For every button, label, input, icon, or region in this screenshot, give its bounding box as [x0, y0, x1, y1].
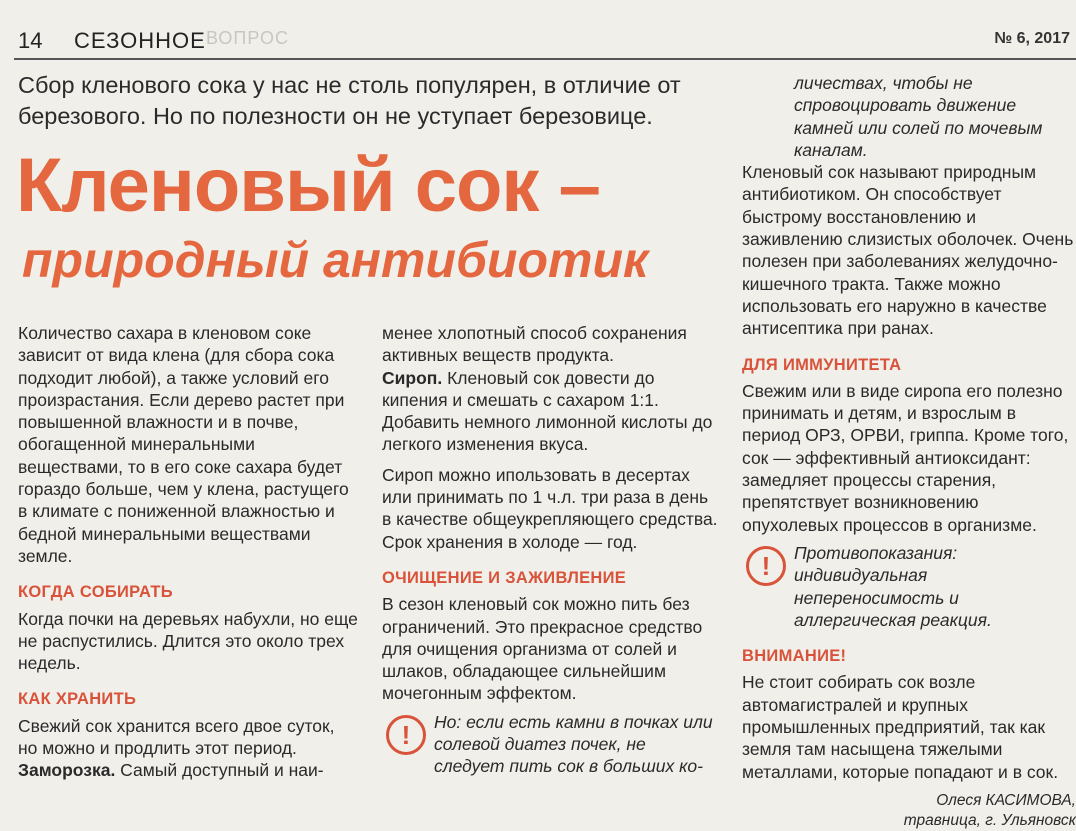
article-column-3 [742, 72, 1076, 831]
headline-line-1: Кленовый сок – [16, 143, 600, 228]
heading-cleansing: ОЧИЩЕНИЕ И ЗАЖИВЛЕНИЕ [382, 568, 627, 587]
heading-how-to-store: КАК ХРАНИТЬ [18, 690, 137, 709]
intro-paragraph: Количество сахара в кленовом соке зависит от вида клена (для сбора сока подходит любой), а также условий его произрастания. Если дерево растет при повышенной влажности и в почве, обогащенной минеральными веществами, то в его соке сахара будет гораздо больше, чем у клена, растущего в климате с пониженной влажностью и бедной минеральными веществами земле. [18, 323, 349, 566]
page-header [0, 0, 1076, 60]
section-ghost-text: ВОПРОС [206, 28, 289, 48]
author-signature [742, 791, 1076, 831]
lead-paragraph: Сбор кленового сока у нас не столь популярен, в отличие от березового. Но по полезности он не уступает березовице. [18, 72, 681, 129]
syrup-paragraph [382, 367, 718, 456]
kidney-warning [382, 711, 718, 778]
heading-attention: ВНИМАНИЕ! [742, 647, 847, 666]
author-role: травница, г. Ульяновск [903, 811, 1076, 829]
contraindications-text: Противопоказания: индивидуальная непереносимость и аллергическая реакция. [794, 542, 992, 630]
syrup-label: Сироп. [382, 367, 443, 388]
storage-continued: менее хлопотный способ сохранения активных веществ продукта. [382, 323, 687, 366]
issue-number: № 6, 2017 [994, 30, 1070, 47]
kidney-warning-text: Но: если есть камни в почках или солевой диатез почек, не следует пить сок в больших ко- [434, 711, 713, 777]
contraindications-warning [742, 542, 1076, 631]
freeze-paragraph [18, 759, 358, 781]
syrup-text: Кленовый сок довести до кипения и смешать с сахаром 1:1. Добавить немного лимонной кислоты до легкого изменения вкуса. [382, 367, 713, 455]
article-column-1 [18, 322, 358, 782]
section-title: СЕЗОННОЕ [74, 28, 206, 53]
freeze-label: Заморозка. [18, 760, 116, 781]
heading-when-to-collect: КОГДА СОБИРАТЬ [18, 583, 173, 602]
author-name: Олеся КАСИМОВА, [936, 791, 1076, 809]
article-column-2 [382, 322, 718, 778]
header-rule [14, 58, 1076, 60]
attention-paragraph: Не стоит собирать сок возле автомагистралей и крупных промышленных предприятий, так как земля там насыщена тяжелыми металлами, которые попадают и в сок. [742, 672, 1059, 782]
heading-immunity: ДЛЯ ИММУНИТЕТА [742, 355, 902, 374]
exclamation-circle-icon: ! [746, 546, 786, 586]
cleanse-paragraph: В сезон кленовый сок можно пить без ограничений. Это прекрасное средство для очищения организма от солей и шлаков, обладающее сильнейшим мочегонным эффектом. [382, 594, 703, 704]
kidney-warning-continued: личествах, чтобы не спровоцировать движение камней или солей по мочевым каналам. [794, 73, 1043, 160]
exclamation-circle-icon: ! [386, 715, 426, 755]
antibiotic-paragraph: Кленовый сок называют природным антибиотиком. Он способствует быстрому восстановлению и заживлению слизистых оболочек. Очень полезен при заболеваниях желудочно-кишечного тракта. Также можно использовать его наружно в качестве антисептика при ранах. [742, 162, 1074, 339]
freeze-text: Самый доступный и наи- [115, 760, 324, 781]
headline-line-2: природный антибиотик [22, 232, 649, 288]
store-paragraph: Свежий сок хранится всего двое суток, но можно и продлить этот период. [18, 715, 335, 759]
collect-paragraph: Когда почки на деревьях набухли, но еще не распустились. Длится это около трех недель. [18, 608, 358, 674]
page-number: 14 [18, 28, 43, 53]
syrup-use-paragraph: Сироп можно ипользовать в десертах или принимать по 1 ч.л. три раза в день в качестве общеукрепляющего средства. Срок хранения в холоде — год. [382, 464, 718, 552]
immunity-paragraph: Свежим или в виде сиропа его полезно принимать и детям, и взрослым в период ОРЗ, ОРВИ, гриппа. Кроме того, сок — эффективный антиоксидант: замедляет процессы старения, препятствует возникновению опухолевых процессов в организме. [742, 380, 1069, 535]
